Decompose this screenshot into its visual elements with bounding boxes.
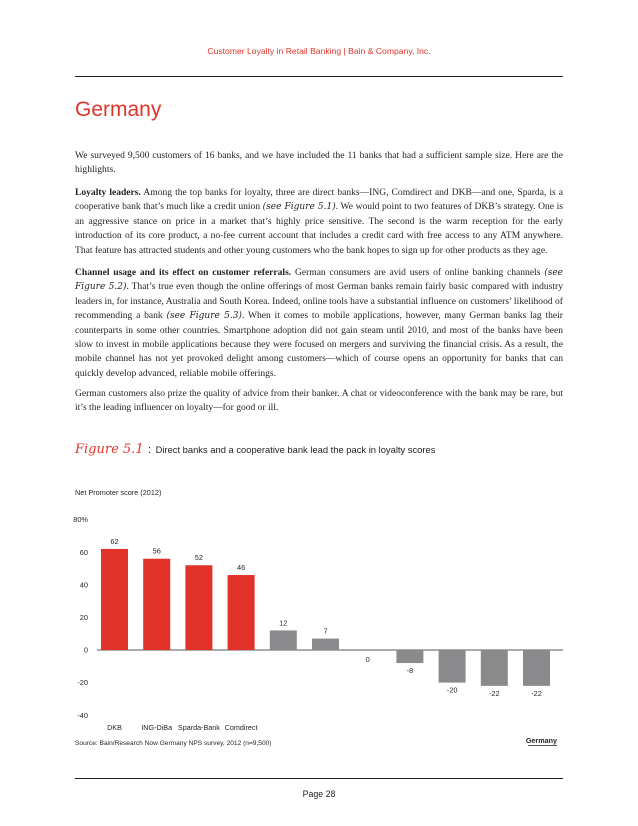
channel-usage-text-a: German consumers are avid users of online banking channels — [291, 267, 545, 278]
data-label: 56 — [152, 546, 161, 556]
paragraph-advice-text: German customers also prize the quality of advice from their banker. A chat or videoconference with the bank may be rare, but it’s the leading influencer on loyalty—for good or ill. — [75, 388, 563, 414]
figure-reference: (see Figure 5.1) — [262, 202, 336, 213]
paragraph-channel-usage — [75, 266, 563, 381]
loyalty-leaders-text-b: . We would point to two features of DKB’s strategy. One is an aggressive stance on price in a market that’s highly price sensitive. The second is the warm reception for the early introduction of its core product, a no-fee current account that includes a credit card with free access to any ATM anywhere. That feature has attracted students and other young customers who the bank hopes to sign up for other products as they age. — [75, 201, 563, 256]
data-label: 12 — [279, 618, 288, 628]
bar — [228, 575, 255, 650]
y-tick-label: -40 — [77, 710, 88, 720]
running-header: Customer Loyalty in Retail Banking | Bain & Company, Inc. — [207, 46, 431, 56]
bar — [439, 650, 466, 683]
y-tick-label: 80% — [73, 515, 88, 525]
loyalty-leaders-text-a: Among the top banks for loyalty, three are direct banks—ING, Comdirect and DKB—and one, Sparda, is a cooperative bank that’s much like a credit union — [75, 187, 564, 213]
y-tick-label: 0 — [83, 645, 88, 655]
channel-usage-lead: Channel usage and its effect on customer referrals. — [75, 267, 292, 278]
y-tick-label: -20 — [77, 678, 88, 688]
category-label: ING-DiBa — [141, 723, 173, 732]
figure-title — [75, 440, 435, 458]
bar — [101, 549, 128, 650]
loyalty-leaders-lead: Loyalty leaders. — [75, 187, 141, 198]
page-number: Page 28 — [302, 789, 336, 799]
data-label: -22 — [531, 688, 542, 698]
data-label: 52 — [194, 553, 204, 563]
footer-rule — [75, 778, 563, 779]
category-label: Comdirect — [224, 723, 258, 732]
figure-reference: (see Figure 5.2) — [75, 268, 563, 293]
y-tick-label: 40 — [79, 580, 88, 590]
y-tick-label: 60 — [79, 547, 88, 557]
bar-chart — [0, 470, 638, 755]
y-tick-label: 20 — [79, 613, 88, 622]
data-label: -8 — [406, 666, 414, 676]
data-label: 7 — [323, 626, 328, 636]
category-label: DKB — [107, 723, 122, 732]
data-label: 62 — [110, 536, 119, 546]
source-note: Source: Bain/Research Now Germany NPS survey, 2012 (n=9,500) — [75, 740, 272, 747]
paragraph-intro — [75, 149, 563, 178]
figure-label: Figure 5.1 — [75, 442, 144, 457]
bar — [481, 650, 508, 686]
category-label: Sparda-Bank — [177, 723, 220, 732]
paragraph-intro-text: We surveyed 9,500 customers of 16 banks, and we have included the 11 banks that had a sufficient sample size. Here are the highlights. — [75, 150, 563, 176]
paragraph-advice — [75, 387, 563, 416]
bar — [312, 639, 339, 650]
channel-usage-text-c: . When it comes to mobile applications, however, many German banks lag their counterparts in some other countries. Smartphone adoption did not gain steam until 2010, and most of the banks have been slow to invest in mobile applications because they were focused on mergers and surviving the financial crisis. As a result, the mobile channel has not yet provoked delight among customers—which of course opens an opportunity for banks that can quickly develop advanced, reliable mobile offerings. — [75, 310, 563, 379]
paragraph-loyalty-leaders — [75, 186, 563, 258]
data-label: -22 — [488, 688, 500, 698]
bar — [185, 565, 212, 650]
bar — [143, 559, 170, 650]
header-rule — [75, 76, 563, 77]
data-label: -20 — [446, 685, 458, 695]
bar — [523, 650, 550, 686]
figure-caption: Direct banks and a cooperative bank lead the pack in loyalty scores — [155, 444, 436, 455]
figure-separator: : — [148, 444, 152, 456]
bar — [270, 630, 297, 650]
y-axis-label: Net Promoter score (2012) — [75, 488, 162, 497]
figure-reference: (see Figure 5.3) — [166, 311, 242, 322]
channel-usage-text-b: . That’s true even though the online offerings of most German banks remain fairly basic compared with industry leaders in, for instance, Australia and South Korea. Indeed, online tools have a substantial influence on customers’ likelihood of recommending a bank — [75, 281, 564, 322]
data-label: 0 — [365, 655, 370, 664]
data-label: 46 — [236, 563, 246, 573]
legend-label: Germany — [525, 736, 557, 745]
bar — [396, 650, 423, 663]
section-title: Germany — [75, 98, 162, 121]
